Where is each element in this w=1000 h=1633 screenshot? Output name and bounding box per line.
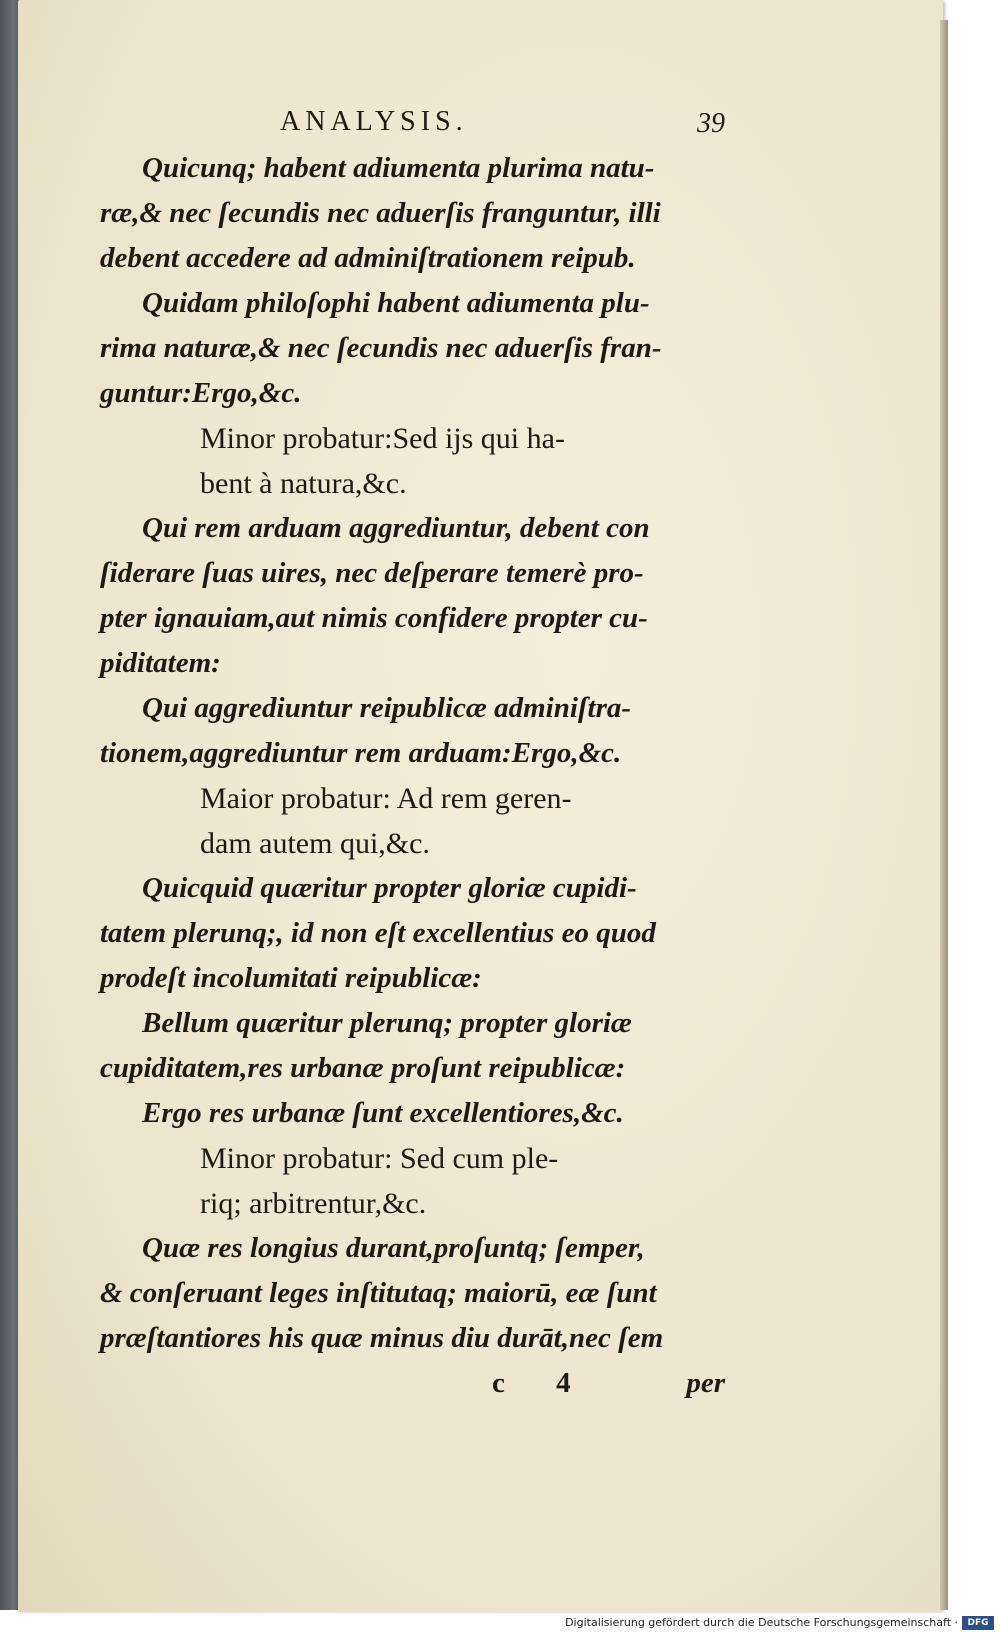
- text-line: Minor probatur: Sed cum ple-: [200, 1142, 559, 1175]
- text-line: cupiditatem,res urbanæ proſunt reipublicæ:: [100, 1052, 626, 1084]
- text-line: Minor probatur:Sed ijs qui ha-: [200, 422, 565, 455]
- page-header: [100, 100, 725, 146]
- catchword: per: [686, 1367, 725, 1399]
- text-line: & conſeruant leges inſtitutaq; maiorū, eæ ſunt: [100, 1277, 657, 1309]
- text-line: Quæ res longius durant,proſuntq; ſemper,: [142, 1232, 645, 1264]
- text-line: piditatem:: [100, 647, 221, 679]
- text-line: pter ignauiam,aut nimis confidere propter cu-: [100, 602, 648, 634]
- text-line: tatem plerunq;, id non eſt excellentius eo quod: [100, 917, 656, 949]
- text-line: Qui rem arduam aggrediuntur, debent con: [142, 512, 650, 544]
- text-line: bent à natura,&c.: [200, 467, 407, 500]
- text-line: præſtantiores his quæ minus diu durāt,nec ſem: [100, 1322, 664, 1354]
- text-line: tionem,aggrediuntur rem arduam:Ergo,&c.: [100, 737, 622, 769]
- text-line: dam autem qui,&c.: [200, 827, 430, 860]
- digitization-credit: Digitalisierung gefördert durch die Deutsche Forschungsgemeinschaft ·: [565, 1616, 958, 1629]
- text-line: prodeſt incolumitati reipublicæ:: [100, 962, 482, 994]
- text-line: Ergo res urbanæ ſunt excellentiores,&c.: [142, 1097, 624, 1129]
- text-line: rima naturæ,& nec ſecundis nec aduerſis fran-: [100, 332, 662, 364]
- page-number: 39: [697, 108, 725, 139]
- running-title: ANALYSIS.: [280, 106, 468, 137]
- signature-mark: c 4: [492, 1367, 593, 1399]
- text-line: riq; arbitrentur,&c.: [200, 1187, 427, 1220]
- page-footer: [100, 1361, 725, 1406]
- text-line: Quidam philoſophi habent adiumenta plu-: [142, 287, 650, 319]
- text-line: debent accedere ad adminiſtrationem reipub.: [100, 242, 636, 274]
- text-line: Bellum quæritur plerunq; propter gloriæ: [142, 1007, 632, 1039]
- text-line: Quicunq; habent adiumenta plurima natu-: [142, 152, 655, 184]
- text-block: [100, 100, 725, 1406]
- text-line: ræ,& nec ſecundis nec aduerſis franguntur, illi: [100, 197, 661, 229]
- text-line: Quicquid quæritur propter gloriæ cupidi-: [142, 872, 637, 904]
- text-line: ſiderare ſuas uires, nec deſperare temerè pro-: [100, 557, 644, 589]
- page-fore-edge: [940, 20, 948, 1610]
- text-line: Maior probatur: Ad rem geren-: [200, 782, 572, 815]
- text-line: guntur:Ergo,&c.: [100, 377, 302, 409]
- text-line: Qui aggrediuntur reipublicæ adminiſtra-: [142, 692, 632, 724]
- dfg-logo-icon: DFG: [962, 1616, 994, 1630]
